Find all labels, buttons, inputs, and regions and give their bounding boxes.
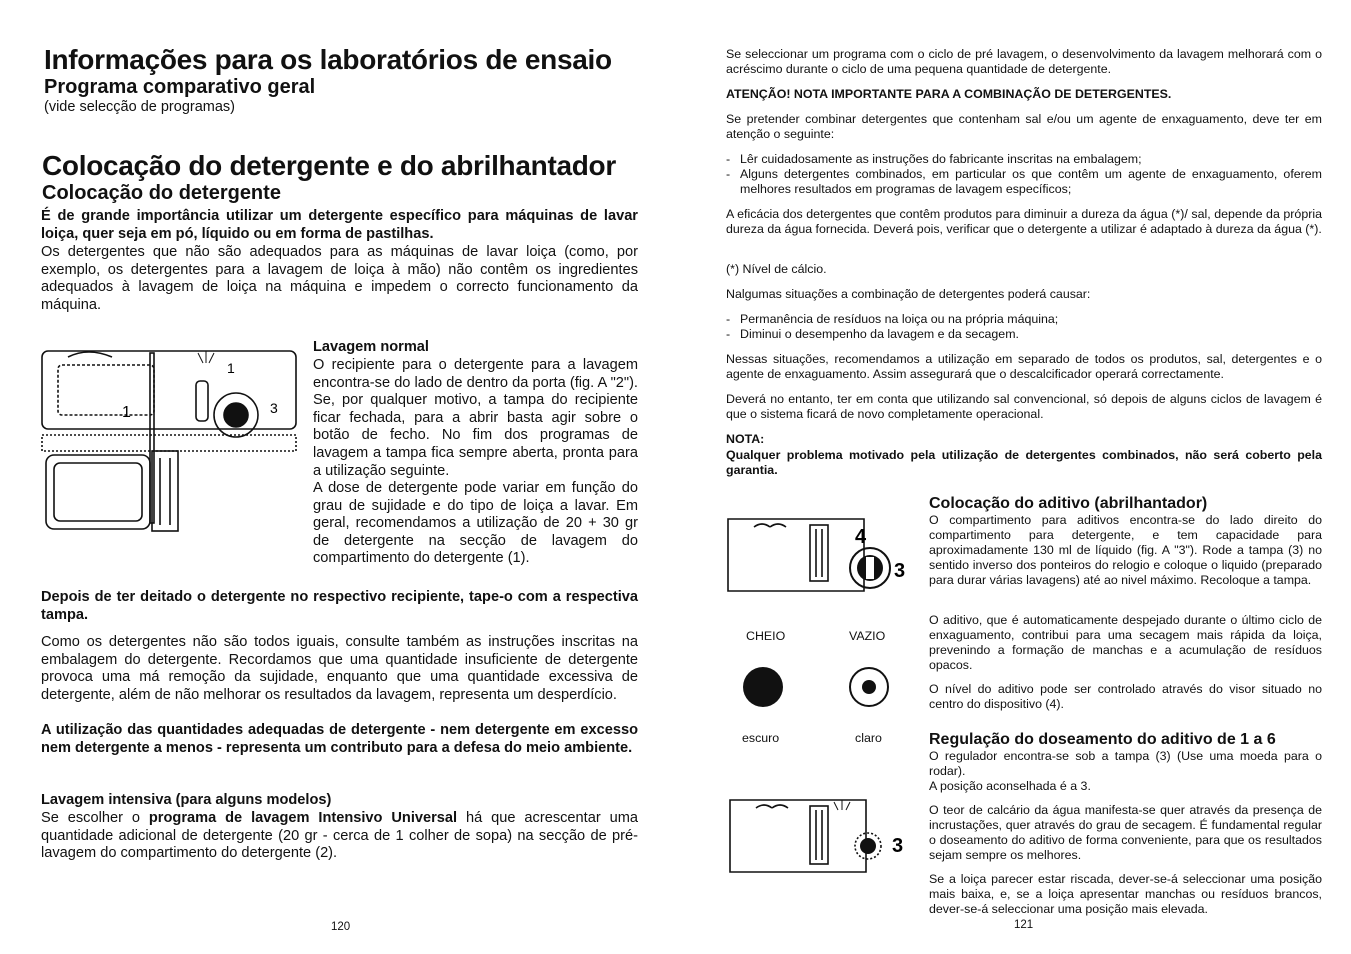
combine-text: Se pretender combinar detergentes que contenham sal e/ou um agente de enxaguamento, deve ter em atenção o seguinte: [726,112,1322,141]
environment-bold: A utilização das quantidades adequadas de detergente - nem detergente em excesso nem detergente a menos - representa um contributo para a defesa do meio ambiente. [41,722,638,756]
intro-bold: É de grande importância utilizar um detergente específico para máquinas de lavar loiça, quer seja em pó, líquido ou em forma de pastilhas. [41,208,638,242]
page-number-right: 121 [1014,919,1034,931]
indicator-dark-icon [742,666,784,708]
regulation-text-1: O regulador encontra-se sob a tampa (3) (Use uma moeda para o rodar). [929,749,1322,778]
efficacy-text: A eficácia dos detergentes que contêm produtos para diminuir a dureza da água (*)/ sal, depende da própria dureza da água fornecida. Deverá pois, verificar que o detergente a utilizar é adaptado à dureza da água (*). [726,207,1322,236]
intensive-heading: Lavagem intensiva (para alguns modelos) [41,792,332,808]
list-item: - Permanência de resíduos na loiça ou na própria máquina; [726,312,1322,327]
prewash-text: Se seleccionar um programa com o ciclo de pré lavagem, o desenvolvimento da lavagem melhorará com o acréscimo durante o ciclo de uma pequena quantidade de detergente. [726,47,1322,76]
title-laboratories: Informações para os laboratórios de ensaio [44,44,612,75]
normal-wash-text-1: O recipiente para o detergente para a lavagem encontra-se do lado de dentro da porta (fig. A "2"). Se, por qualquer motivo, a tampa do recipiente ficar fechada, para a abrir basta agir sobre o botão de fecho. No fim dos programas de lavagem a tampa fica sempre aberta, pronta para a utilização seguinte. [313,357,638,479]
subtitle-detergent: Colocação do detergente [42,182,281,204]
nota-text: Qualquer problema motivado pela utilização de detergentes combinados, não será coberto pela garantia. [726,448,1322,477]
figure-label-one-top: 1 [227,360,235,376]
regulation-text-2: O teor de calcário da água manifesta-se quer através da presença de incrustações, quer através do grau de secagem. É fundamental regular o doseamento do aditivo de forma conveniente, para que os resultados sejam sempre os melhores. [929,803,1322,862]
additive-text-3: O nível do aditivo pode ser controlado através do visor situado no centro do dispositivo (4). [929,682,1322,711]
figure-label-one: 1 [122,404,131,421]
detergent-dispenser-figure [38,343,300,533]
calcium-note: (*) Nível de cálcio. [726,262,827,276]
normal-wash-heading: Lavagem normal [313,339,429,355]
note-program-selection: (vide selecção de programas) [44,99,236,115]
indicator-light-icon [848,666,890,708]
regulator-figure [726,796,916,876]
indicator-light-label: claro [855,731,882,745]
additive-text-2: O aditivo, que é automaticamente despejado durante o último ciclo de enxaguamento, contribui para uma secagem mais rápida da loiça, prevenindo a formação de manchas e a acumulação de resíduos opacos. [929,613,1322,672]
indicator-full-label: CHEIO [746,629,786,643]
combine-list [726,152,1322,197]
after-detergent-bold: Depois de ter deitado o detergente no respectivo recipiente, tape-o com a respectiva tampa. [41,589,638,623]
compare-text: Como os detergentes não são todos iguais, consulte também as instruções inscritas na embalagem do detergente. Recordamos que uma quantidade insuficiente de detergente provoca uma má remoção da sujidade, enquanto que uma quantidade excessiva de detergente, além de não melhorar os resultados da lavagem, representa um desperdício. [41,634,638,703]
separate-text: Nessas situações, recomendamos a utilização em separado de todos os produtos, sal, detergentes e o agente de enxaguamento. Assim assegurará que o descalcificador operará correctamente. [726,352,1322,381]
conventional-salt-text: Deverá no entanto, ter em conta que utilizando sal convencional, só depois de alguns ciclos de lavagem é que o sistema ficará de novo completamente operacional. [726,392,1322,421]
title-detergent: Colocação do detergente e do abrilhantador [42,150,616,181]
regulation-text-1b: A posição aconselhada é a 3. [929,779,1091,793]
figure-label-three: 3 [270,400,278,416]
additive-text-1: O compartimento para aditivos encontra-se do lado direito do compartimento para detergente, e tem capacidade para aproximadamente 130 ml de líquido (fig. A "3"). Rode a tampa (3) no sentido inverso dos ponteiros do relogio e coloque o liquido (preparado para durar várias lavagens) até ao nivel máximo. Recoloque a tampa. [929,513,1322,587]
subtitle-comparative: Programa comparativo geral [44,76,316,98]
normal-wash-text-2: A dose de detergente pode variar em função do grau de sujidade e do tipo de loiça a lavar. Em geral, recomendamos a utilização de 20 + 30 gr de detergente na secção de lavagem do compartimento do detergente (1). [313,480,638,567]
figure-label-four: 4 [855,526,867,548]
effects-list [726,312,1322,342]
additive-heading: Colocação do aditivo (abrilhantador) [929,495,1208,512]
intro-text: Os detergentes que não são adequados para as máquinas de lavar loiça (como, por exemplo, os detergentes para a lavagem de loiça à mão) não contêm os ingredientes adequados à lavagem de loiça na máquina e impedem o correcto funcionamento da máquina. [41,244,638,313]
indicator-dark-label: escuro [742,731,780,745]
nota-label: NOTA: [726,432,765,446]
list-item: - Lêr cuidadosamente as instruções do fabricante inscritas na embalagem; [726,152,1322,167]
figure-label-three: 3 [894,560,906,582]
regulation-text-3: Se a loiça parecer estar riscada, dever-se-á seleccionar uma posição mais baixa, e, se a loiça apresentar manchas ou resíduos brancos, dever-se-á seleccionar uma posição mais elevada. [929,872,1322,916]
page-number-left: 120 [331,921,351,933]
regulation-heading: Regulação do doseamento do aditivo de 1 a 6 [929,731,1276,748]
list-item: - Diminui o desempenho da lavagem e da secagem. [726,327,1322,342]
attention-heading: ATENÇÃO! NOTA IMPORTANTE PARA A COMBINAÇÃO DE DETERGENTES. [726,87,1172,101]
some-situations-text: Nalgumas situações a combinação de detergentes poderá causar: [726,287,1091,301]
list-item: - Alguns detergentes combinados, em particular os que contêm um agente de enxaguamento, oferem melhores resultados em programas de lavagem específicos; [726,167,1322,197]
intensive-text: Se escolher o programa de lavagem Intensivo Universal há que acrescentar uma quantidade adicional de detergente (20 gr - cerca de 1 colher de sopa) na secção de pré-lavagem do compartimento do detergente (2). [41,810,638,862]
figure-label-three-b: 3 [892,835,904,857]
indicator-empty-label: VAZIO [849,629,886,643]
right-page [676,0,1351,954]
additive-compartment-figure [724,513,914,595]
